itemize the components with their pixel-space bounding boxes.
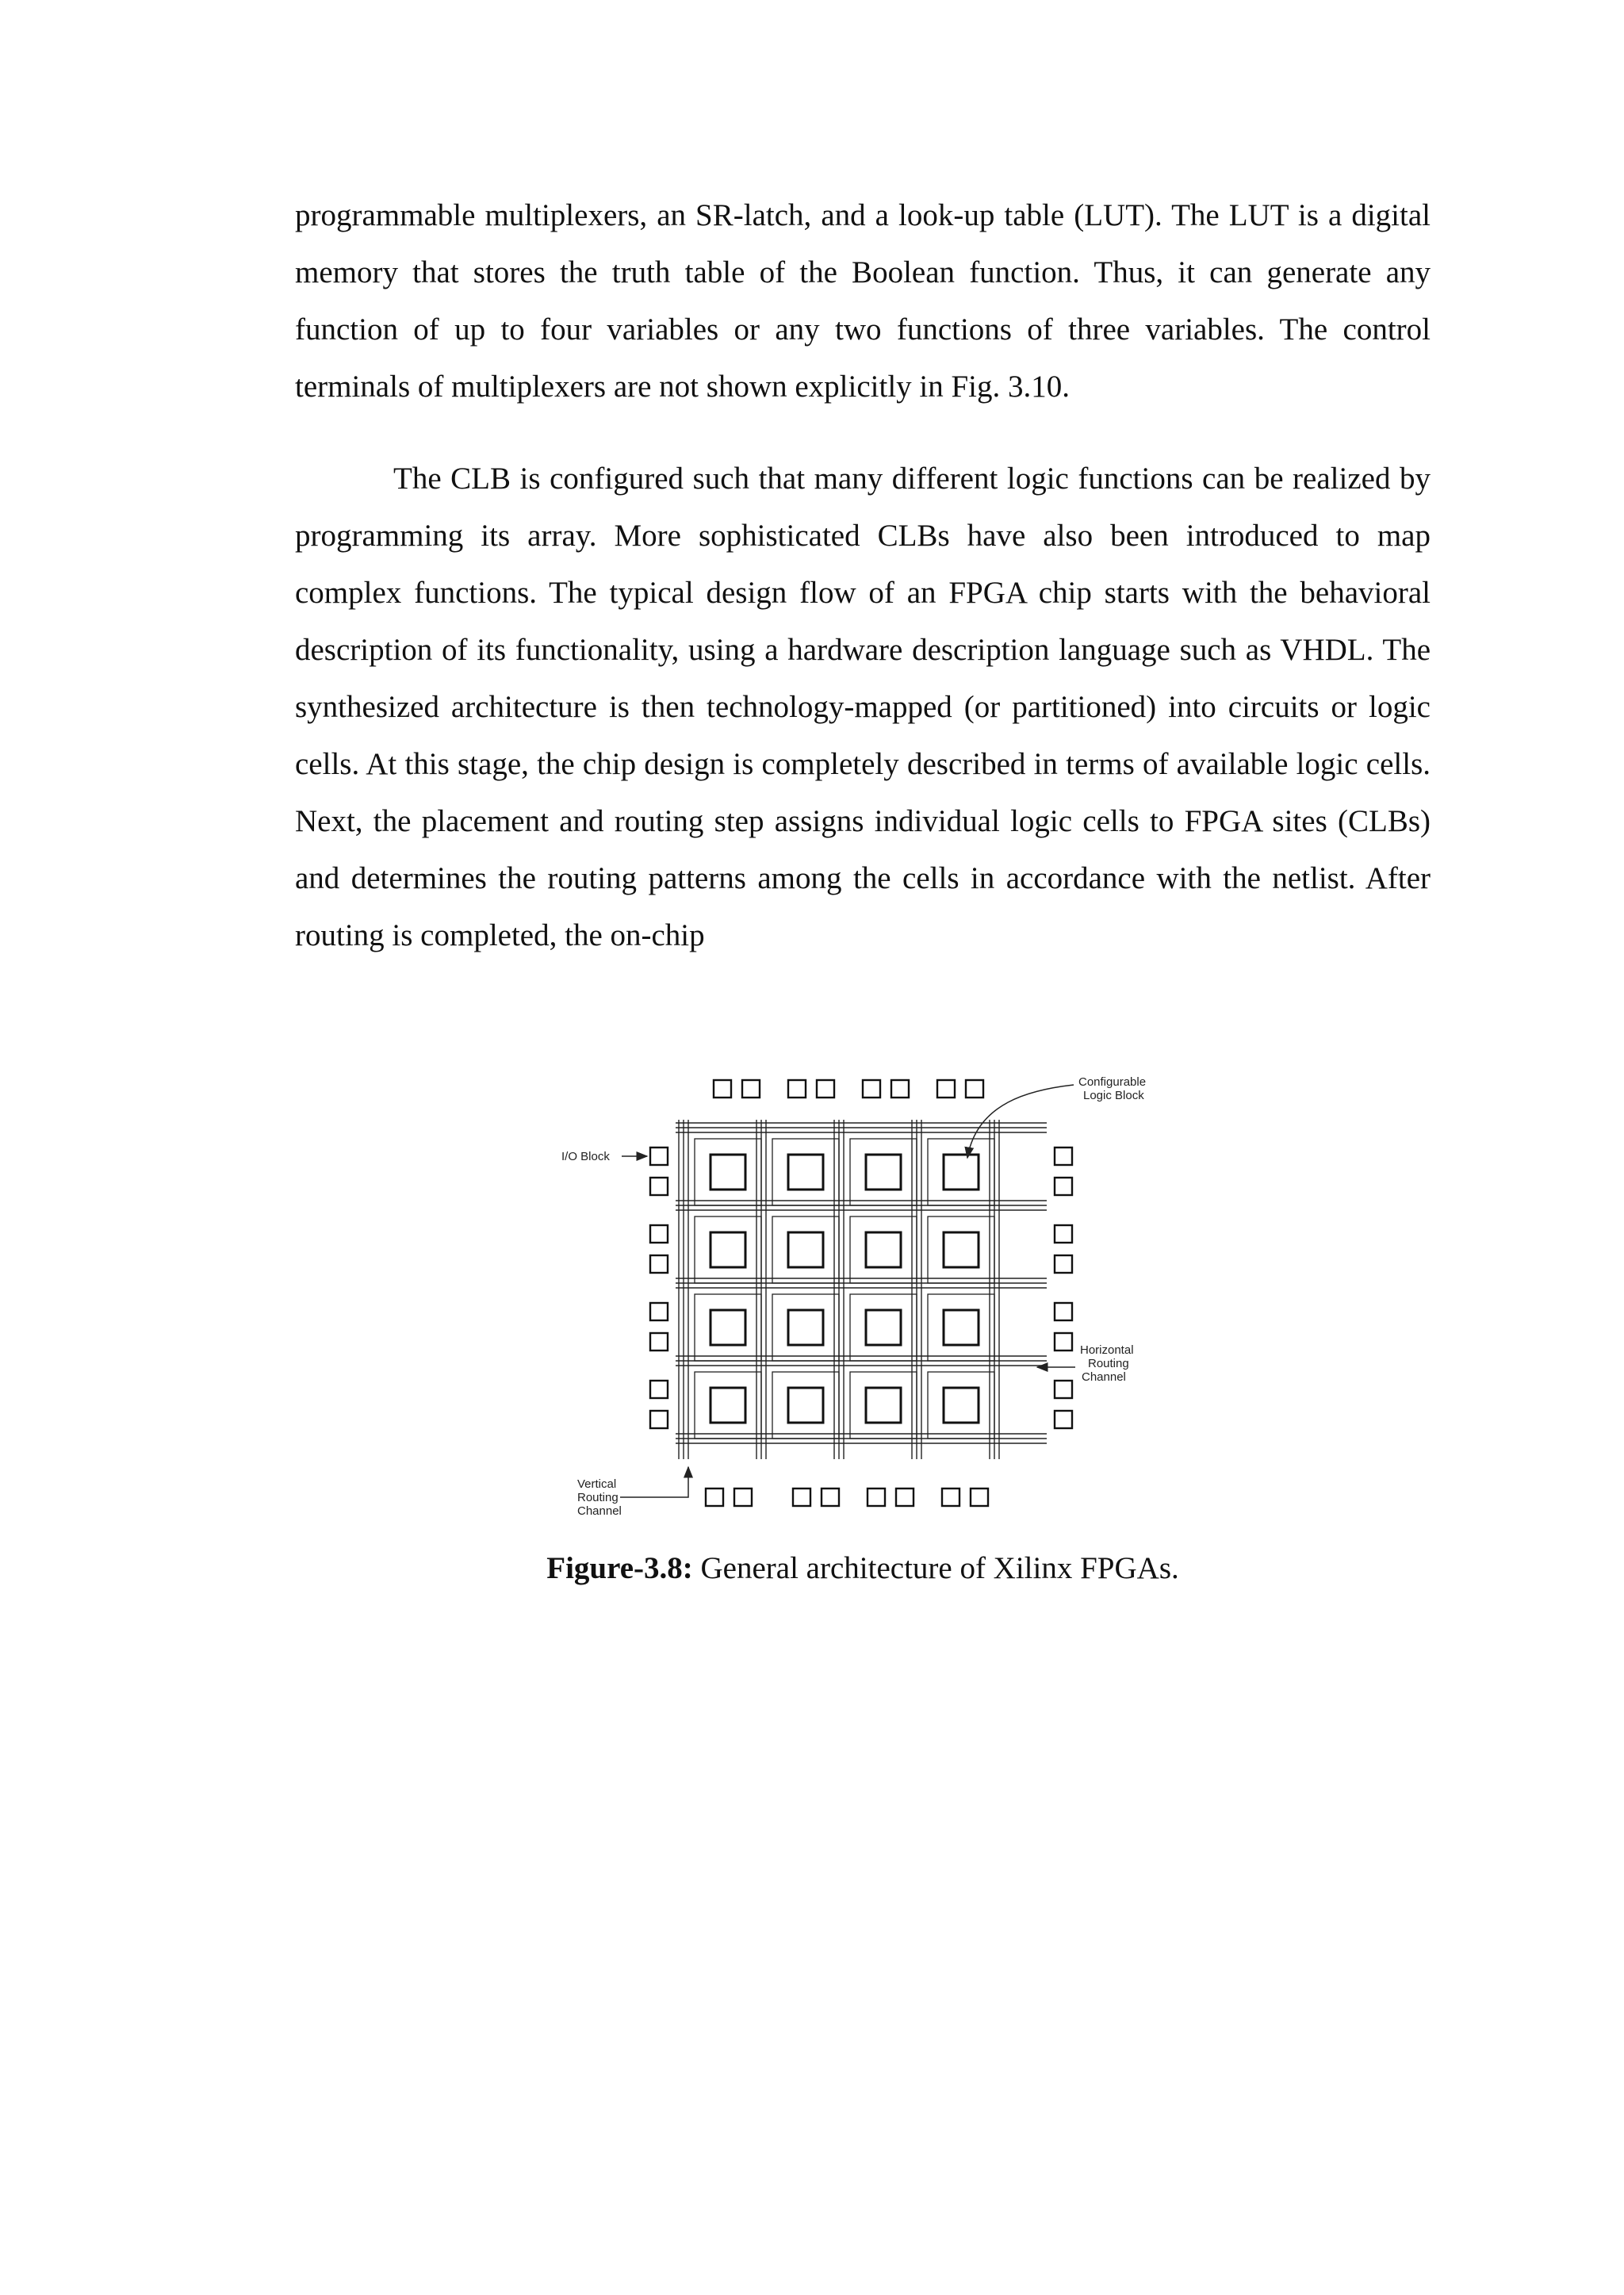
io-block (1055, 1333, 1072, 1351)
io-block (788, 1080, 806, 1098)
caption-text: General architecture of Xilinx FPGAs. (692, 1551, 1179, 1585)
clb-block (866, 1155, 901, 1190)
clb-block (944, 1310, 979, 1345)
io-block (817, 1080, 834, 1098)
io-block (1055, 1178, 1072, 1195)
io-block (1055, 1411, 1072, 1428)
clb-array (695, 1139, 994, 1439)
io-block (793, 1488, 810, 1506)
io-block-label: I/O Block (561, 1150, 610, 1163)
clb-block (944, 1388, 979, 1423)
figure-caption (295, 1545, 1431, 1592)
io-block (868, 1488, 885, 1506)
io-block (650, 1225, 668, 1243)
horizontal-channel-label-line2: Routing (1088, 1357, 1129, 1370)
horizontal-channel-label-line3: Channel (1082, 1370, 1126, 1384)
clb-block (788, 1232, 823, 1267)
io-block (937, 1080, 955, 1098)
clb-block (866, 1388, 901, 1423)
clb-label-line2: Logic Block (1083, 1089, 1144, 1102)
io-block (650, 1411, 668, 1428)
caption-label: Figure-3.8: (546, 1551, 693, 1585)
vertical-channel-pointer-arrow (620, 1467, 688, 1497)
clb-block (710, 1155, 745, 1190)
vertical-channel-label-line1: Vertical (577, 1477, 617, 1491)
io-block (966, 1080, 983, 1098)
io-block-ring (650, 1080, 1072, 1506)
io-block (650, 1178, 668, 1195)
io-block (650, 1303, 668, 1320)
io-block (942, 1488, 959, 1506)
horizontal-channel-label-line1: Horizontal (1080, 1343, 1134, 1357)
fpga-architecture-figure (539, 1063, 1189, 1538)
io-block (734, 1488, 752, 1506)
io-block (971, 1488, 988, 1506)
io-block (650, 1381, 668, 1398)
clb-block (788, 1310, 823, 1345)
fpga-diagram (539, 1063, 1189, 1538)
clb-block (710, 1310, 745, 1345)
clb-label-line1: Configurable (1078, 1075, 1147, 1089)
body-paragraph: The CLB is configured such that many different logic functions can be realized by programming its array. More sophisticated CLBs have also been introduced to map complex functions. The typical design flow of an FPGA chip starts with the behavioral description of its functionality, using a hardware description language such as VHDL. The synthesized architecture is then technology-mapped (or partitioned) into circuits or logic cells. At this stage, the chip design is completely described in terms of available logic cells. Next, the placement and routing step assigns individual logic cells to FPGA sites (CLBs) and determines the routing patterns among the cells in accordance with the netlist. After routing is completed, the on-chip (295, 462, 1431, 952)
io-block (891, 1080, 909, 1098)
io-block (742, 1080, 760, 1098)
clb-block (788, 1155, 823, 1190)
clb-block (710, 1232, 745, 1267)
io-block (650, 1148, 668, 1165)
io-block (706, 1488, 723, 1506)
io-block (714, 1080, 731, 1098)
vertical-channel-label-line3: Channel (577, 1504, 622, 1518)
vertical-channel-label-line2: Routing (577, 1491, 619, 1504)
io-block (863, 1080, 880, 1098)
io-block (1055, 1225, 1072, 1243)
clb-block (944, 1232, 979, 1267)
clb-block (788, 1388, 823, 1423)
io-block (1055, 1148, 1072, 1165)
clb-block (866, 1310, 901, 1345)
io-block (1055, 1303, 1072, 1320)
io-block (650, 1333, 668, 1351)
clb-block (866, 1232, 901, 1267)
io-block (1055, 1381, 1072, 1398)
body-paragraph: programmable multiplexers, an SR-latch, and a look-up table (LUT). The LUT is a digital memory that stores the truth table of the Boolean function. Thus, it can generate any function of up to four variables or any two functions of three variables. The control terminals of multiplexers are not shown explicitly in Fig. 3.10. (295, 198, 1431, 404)
clb-block (710, 1388, 745, 1423)
io-block (1055, 1255, 1072, 1273)
io-block (822, 1488, 839, 1506)
io-block (896, 1488, 914, 1506)
clb-block (944, 1155, 979, 1190)
io-block (650, 1255, 668, 1273)
